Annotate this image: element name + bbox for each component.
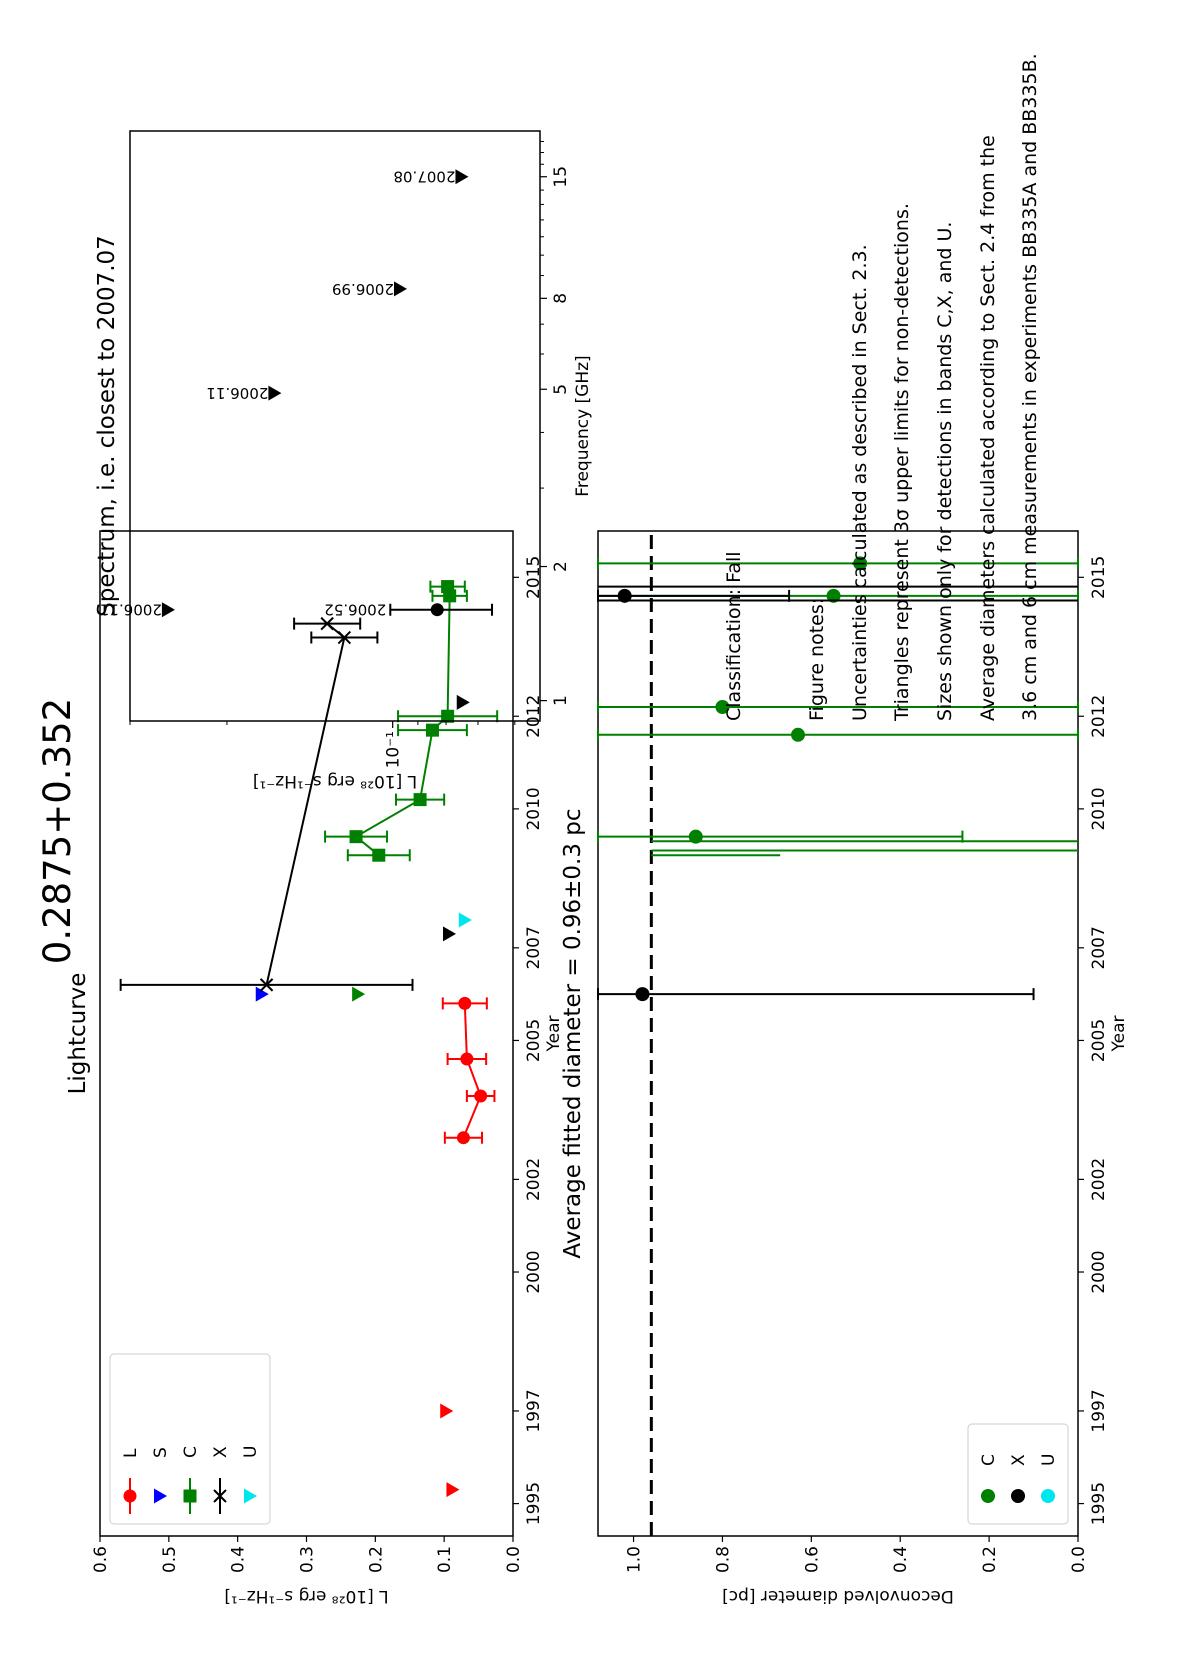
lightcurve-title: Lightcurve xyxy=(65,972,91,1095)
diameter-xtick-label: 2012 xyxy=(1089,694,1109,738)
spectrum-limit-label: 2007.08 xyxy=(393,167,456,186)
lightcurve-point-c xyxy=(350,830,363,843)
diameter-point-c xyxy=(689,830,703,844)
legend-marker-l xyxy=(124,1490,137,1503)
lightcurve-point-l xyxy=(458,997,471,1010)
diameter-xtick-label: 1995 xyxy=(1089,1481,1109,1526)
diameter-ytick-label: 0.4 xyxy=(891,1546,912,1574)
diameter-point-x xyxy=(618,589,632,603)
diameter-legend-label-u: U xyxy=(1039,1453,1059,1466)
spectrum-limit xyxy=(394,281,407,296)
figure-note-4: Average diameters calculated according to Sect. 2.4 from the xyxy=(977,135,999,721)
lightcurve-xtick-label: 2002 xyxy=(524,1157,544,1202)
figure-notes-heading: Figure notes: xyxy=(806,597,828,721)
spectrum-limit-label: 2006.99 xyxy=(331,279,394,298)
diameter-xtick-label: 2010 xyxy=(1089,787,1109,831)
diameter-ytick-label: 0.0 xyxy=(1069,1546,1089,1574)
diameter-point-c xyxy=(791,728,805,742)
lightcurve-line-l xyxy=(463,1003,480,1137)
spectrum-ytick-label: 10⁻¹ xyxy=(383,731,404,769)
legend-label-x: X xyxy=(211,1446,231,1458)
diameter-xtick-label: 2002 xyxy=(1089,1157,1109,1202)
classification-text: Classification: Fall xyxy=(723,551,745,721)
diameter-ytick-label: 0.6 xyxy=(802,1546,823,1574)
spectrum-limit xyxy=(162,602,175,617)
lightcurve-limit-x xyxy=(443,926,456,941)
diameter-ytick-label: 0.8 xyxy=(713,1546,734,1574)
lightcurve-limit-c xyxy=(352,987,365,1002)
lightcurve-xtick-label: 2000 xyxy=(524,1250,544,1294)
diameter-errorbar-c xyxy=(598,557,1078,569)
lightcurve-limit-u xyxy=(459,913,472,928)
spectrum-frame xyxy=(130,131,540,721)
lightcurve-limit-l xyxy=(446,1482,459,1497)
lightcurve-ylabel: L [10²⁸ erg s⁻¹Hz⁻¹] xyxy=(224,1586,389,1606)
diameter-errorbar-c xyxy=(598,729,1078,741)
figure-note-1: Uncertainties calculated as described in Sect. 2.3. xyxy=(849,244,871,721)
diameter-ytick-label: 0.2 xyxy=(980,1546,1001,1574)
figure-note-2: Triangles represent 3σ upper limits for non-detections. xyxy=(891,203,913,721)
spectrum-limit-label: 2006.11 xyxy=(99,600,162,619)
spectrum-limit xyxy=(455,169,468,184)
legend-label-l: L xyxy=(121,1448,141,1458)
diameter-ytick-label: 1.0 xyxy=(624,1546,645,1574)
lightcurve-line-x xyxy=(267,624,345,985)
lightcurve-xtick-label: 2005 xyxy=(524,1018,544,1063)
lightcurve-point-c xyxy=(372,849,385,862)
spectrum-point-label: 2006.52 xyxy=(324,600,387,619)
spectrum-xtick-label: 5 xyxy=(551,383,571,395)
diameter-legend-marker-c xyxy=(981,1489,995,1503)
spectrum-limit-label: 2006.11 xyxy=(206,384,269,403)
spectrum-ylabel: L [10²⁸ erg s⁻¹Hz⁻¹] xyxy=(252,771,418,791)
diameter-title: Average fitted diameter = 0.96±0.3 pc xyxy=(560,808,586,1259)
legend-label-s: S xyxy=(151,1447,171,1458)
lightcurve-limit-l xyxy=(440,1403,453,1418)
spectrum-xtick-label: 15 xyxy=(551,165,571,188)
lightcurve-xtick-label: 1997 xyxy=(524,1389,544,1433)
lightcurve-point-c xyxy=(441,580,454,593)
diameter-legend-marker-x xyxy=(1011,1489,1025,1503)
lightcurve-point-c xyxy=(414,793,427,806)
diameter-ylabel: Deconvolved diameter [pc] xyxy=(722,1586,954,1606)
page-title: 0.2875+0.352 xyxy=(36,697,79,965)
diameter-panel xyxy=(560,531,1129,1606)
figure-note-3: Sizes shown only for detections in bands C,X, and U. xyxy=(934,221,956,721)
diameter-xtick-label: 1997 xyxy=(1089,1389,1109,1433)
spectrum-xtick-label: 1 xyxy=(551,695,571,707)
lightcurve-xtick-label: 2007 xyxy=(524,926,544,970)
diameter-errorbar-x xyxy=(598,988,1034,1000)
diameter-xtick-label: 2000 xyxy=(1089,1250,1109,1294)
diameter-legend-marker-u xyxy=(1041,1489,1055,1503)
diameter-legend-label-c: C xyxy=(979,1454,999,1466)
spectrum-limit xyxy=(268,386,281,401)
diameter-xlabel: Year xyxy=(1109,1015,1129,1052)
lightcurve-panel xyxy=(65,531,564,1606)
diameter-xtick-label: 2015 xyxy=(1089,555,1109,599)
diameter-xtick-label: 2005 xyxy=(1089,1018,1109,1063)
legend-label-u: U xyxy=(241,1445,261,1458)
spectrum-panel xyxy=(94,131,593,791)
lightcurve-ytick-label: 0.5 xyxy=(159,1546,180,1574)
lightcurve-ytick-label: 0.1 xyxy=(435,1546,456,1574)
diameter-point-x xyxy=(635,987,649,1001)
diameter-legend-label-x: X xyxy=(1009,1454,1029,1466)
lightcurve-ytick-label: 0.0 xyxy=(504,1546,524,1574)
lightcurve-limit-x xyxy=(457,695,470,710)
lightcurve-ytick-label: 0.4 xyxy=(228,1546,249,1574)
spectrum-xlabel: Frequency [GHz] xyxy=(573,355,593,497)
lightcurve-xtick-label: 1995 xyxy=(524,1481,544,1526)
lightcurve-xlabel: Year xyxy=(544,1015,564,1052)
diameter-errorbar-c xyxy=(598,701,1078,713)
diameter-xtick-label: 2007 xyxy=(1089,926,1109,970)
lightcurve-point-l xyxy=(457,1131,470,1144)
lightcurve-xtick-label: 2012 xyxy=(524,694,544,738)
lightcurve-ytick-label: 0.6 xyxy=(91,1546,111,1574)
figure-note-5: 3.6 cm and 6 cm measurements in experiments BB335A and BB335B. xyxy=(1019,53,1041,721)
spectrum-point xyxy=(431,603,444,616)
lightcurve-point-l xyxy=(474,1090,487,1103)
legend-label-c: C xyxy=(181,1446,201,1458)
diameter-legend xyxy=(968,1424,1068,1524)
spectrum-xtick-label: 8 xyxy=(551,292,571,304)
spectrum-xtick-label: 2 xyxy=(551,561,571,572)
lightcurve-xtick-label: 2015 xyxy=(524,555,544,599)
lightcurve-point-l xyxy=(460,1052,473,1065)
lightcurve-xtick-label: 2010 xyxy=(524,787,544,831)
lightcurve-point-c xyxy=(426,724,439,737)
spectrum-title: Spectrum, i.e. closest to 2007.07 xyxy=(94,235,120,617)
legend-marker-c xyxy=(184,1490,197,1503)
diameter-frame xyxy=(598,531,1078,1536)
lightcurve-ytick-label: 0.3 xyxy=(297,1546,318,1574)
lightcurve-ytick-label: 0.2 xyxy=(366,1546,387,1574)
